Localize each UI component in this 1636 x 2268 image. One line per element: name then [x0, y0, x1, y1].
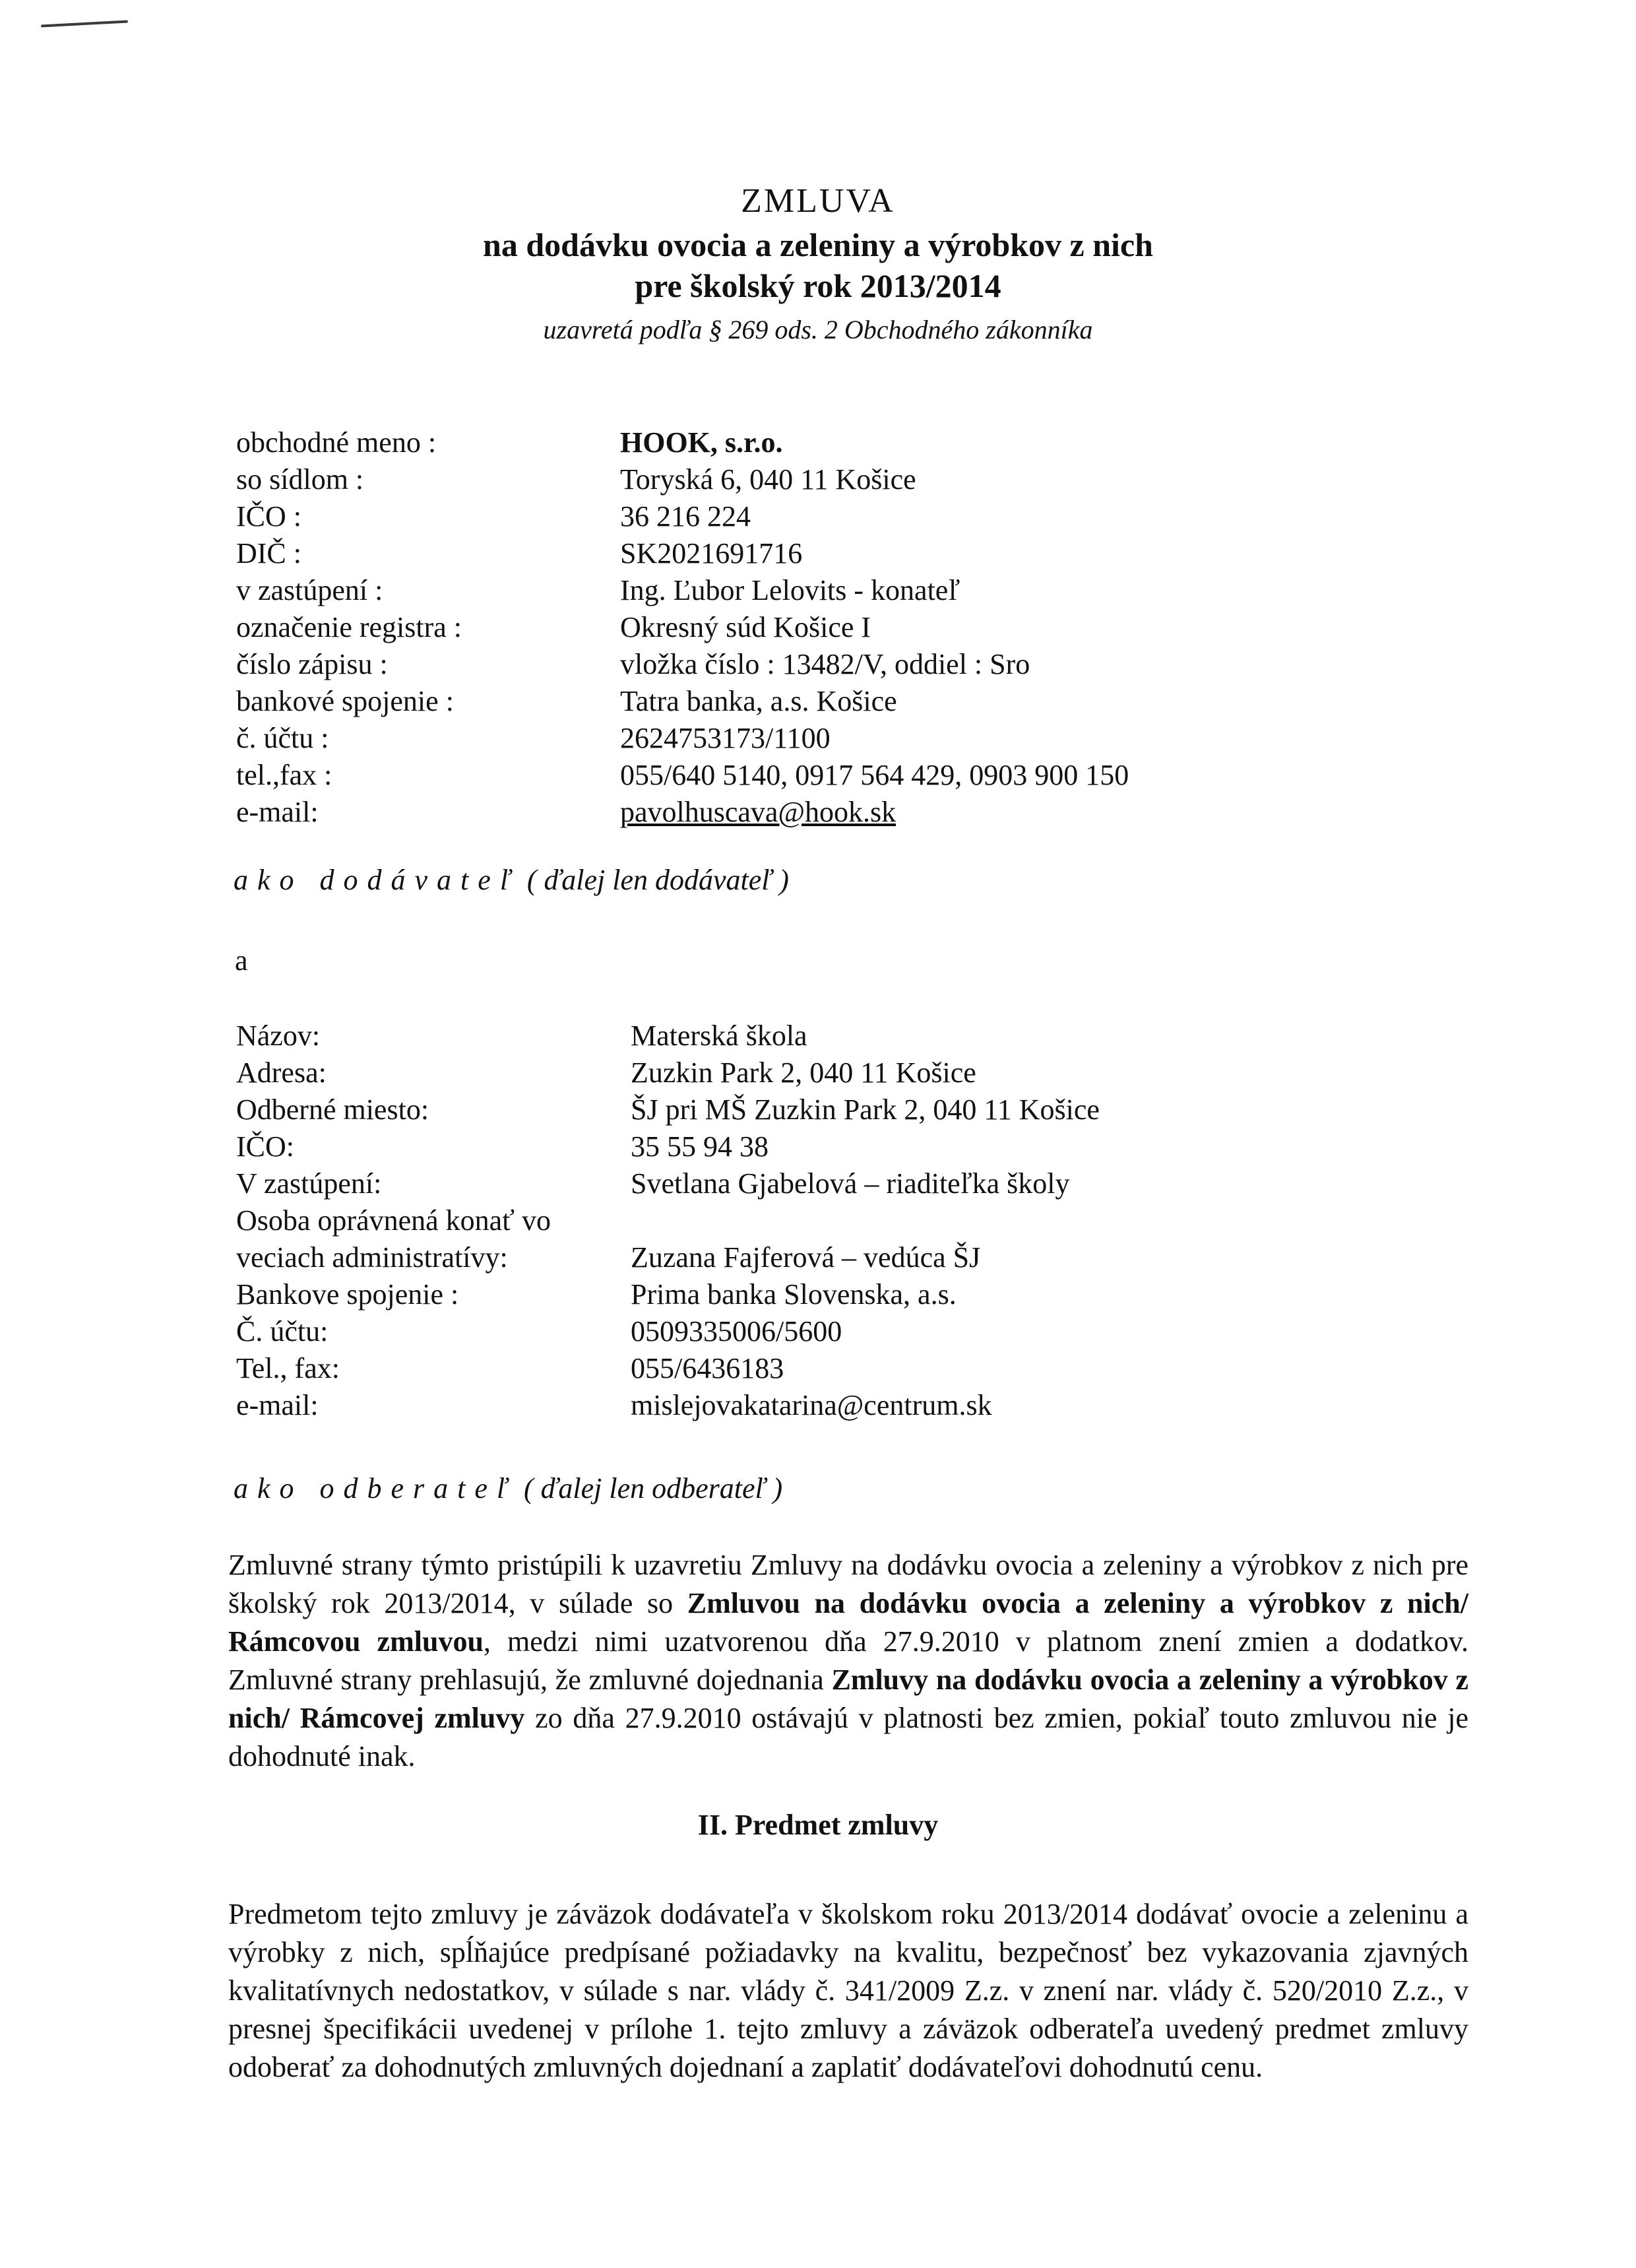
- supplier-role-note: ( ďalej len dodávateľ ): [519, 864, 789, 896]
- intro-paragraph: [228, 1546, 1468, 1776]
- document-subtitle-line1: na dodávku ovocia a zeleniny a výrobkov z nich: [483, 226, 1153, 263]
- supplier-email-link[interactable]: pavolhuscava@hook.sk: [620, 796, 897, 828]
- scan-artifact-mark: [41, 20, 128, 28]
- field-value: Svetlana Gjabelová – riaditeľka školy: [631, 1167, 1070, 1200]
- field-value: SK2021691716: [620, 537, 803, 569]
- legal-basis: uzavretá podľa § 269 ods. 2 Obchodného zákonníka: [543, 315, 1093, 344]
- field-value: Zuzana Fajferová – vedúca ŠJ: [631, 1241, 981, 1274]
- intro-text: , medzi nimi uzatvorenou dňa 27.9.2010 v platnom znení zmien a dodatkov. Zmluvné strany prehlasujú, že zmluvné dojednania: [228, 1625, 1468, 1696]
- document-header: [0, 178, 1636, 350]
- customer-role-note: ( ďalej len odberateľ ): [516, 1472, 783, 1505]
- field-label: veciach administratívy:: [236, 1241, 508, 1274]
- field-label: Č. účtu:: [236, 1315, 329, 1347]
- field-label: v zastúpení :: [236, 574, 383, 606]
- customer-row: [236, 1165, 1100, 1202]
- field-value: Toryská 6, 040 11 Košice: [620, 463, 916, 496]
- field-value: HOOK, s.r.o.: [620, 426, 783, 459]
- field-label: e-mail:: [236, 1389, 319, 1421]
- field-value: 055/640 5140, 0917 564 429, 0903 900 150: [620, 759, 1129, 791]
- field-label: Názov:: [236, 1020, 321, 1052]
- customer-email: mislejovakatarina@centrum.sk: [631, 1389, 992, 1421]
- supplier-row: [236, 757, 1129, 794]
- field-value: ŠJ pri MŠ Zuzkin Park 2, 040 11 Košice: [631, 1093, 1100, 1126]
- intro-text: Zmluvné strany týmto pristúpili k uzavretiu Zmluvy na dodávku ovocia a zeleniny a výrobkov z nich pre školský rok 2013/2014, v súlade so: [228, 1549, 1468, 1619]
- customer-row: [236, 1128, 1100, 1165]
- field-label: Tel., fax:: [236, 1352, 340, 1384]
- field-label: označenie registra :: [236, 611, 462, 643]
- customer-row: [236, 1091, 1100, 1128]
- supplier-role: ako dodávateľ: [234, 864, 520, 896]
- supplier-role-line: [234, 863, 789, 897]
- supplier-row: [236, 461, 1129, 498]
- customer-row: [236, 1276, 1100, 1313]
- supplier-row: [236, 572, 1129, 609]
- field-label: obchodné meno :: [236, 426, 437, 459]
- field-value: 36 216 224: [620, 500, 751, 533]
- document-subtitle-line2: pre školský rok 2013/2014: [635, 267, 1001, 304]
- field-label: IČO:: [236, 1130, 294, 1163]
- supplier-row: [236, 498, 1129, 535]
- supplier-row: [236, 646, 1129, 683]
- customer-row: [236, 1202, 1100, 1239]
- field-value: Ing. Ľubor Lelovits - konateľ: [620, 574, 960, 606]
- supplier-row: [236, 609, 1129, 646]
- field-label: Adresa:: [236, 1056, 327, 1089]
- field-value: 0509335006/5600: [631, 1315, 842, 1347]
- field-label: č. účtu :: [236, 722, 329, 754]
- field-label: Osoba oprávnená konať vo: [236, 1204, 551, 1237]
- customer-details: [236, 1018, 1100, 1424]
- field-value: Prima banka Slovenska, a.s.: [631, 1278, 957, 1311]
- document-title: ZMLUVA: [741, 182, 895, 220]
- field-label: Odberné miesto:: [236, 1093, 429, 1126]
- field-label: V zastúpení:: [236, 1167, 382, 1200]
- supplier-details: [236, 424, 1129, 831]
- field-label: tel.,fax :: [236, 759, 332, 791]
- supplier-row: [236, 683, 1129, 720]
- intro-text: zo dňa 27.9.2010 ostávajú v platnosti bez zmien, pokiaľ touto zmluvou nie je dohodnuté inak.: [228, 1702, 1469, 1772]
- section-paragraph: Predmetom tejto zmluvy je záväzok dodávateľa v školskom roku 2013/2014 dodávať ovocie a zeleninu a výrobky z nich, spĺňajúce predpísané požiadavky na kvalitu, bezpečnosť bez vykazovania zjavných kvalitatívnych nedostatkov, v súlade s nar. vlády č. 341/2009 Z.z. v znení nar. vlády č. 520/2010 Z.z., v presnej špecifikácii uvedenej v prílohe 1. tejto zmluvy a záväzok odberateľa uvedený predmet zmluvy odoberať za dohodnutých zmluvných dojednaní a zaplatiť dodávateľovi dohodnutú cenu.: [228, 1898, 1468, 2083]
- field-label: bankové spojenie :: [236, 685, 454, 717]
- field-label: číslo zápisu :: [236, 648, 388, 680]
- supplier-row: [236, 535, 1129, 572]
- field-value: Zuzkin Park 2, 040 11 Košice: [631, 1056, 976, 1089]
- intro-bold-reference: Zmluvy na dodávku ovocia a zeleniny a výrobkov z nich/ Rámcovej zmluvy: [228, 1664, 1468, 1734]
- customer-row: [236, 1018, 1100, 1054]
- supplier-row: [236, 424, 1129, 461]
- field-label: so sídlom :: [236, 463, 364, 496]
- supplier-row: [236, 720, 1129, 757]
- field-value: Materská škola: [631, 1020, 807, 1052]
- field-value: 35 55 94 38: [631, 1130, 769, 1163]
- customer-row: [236, 1350, 1100, 1387]
- customer-row: [236, 1387, 1100, 1424]
- field-value: vložka číslo : 13482/V, oddiel : Sro: [620, 648, 1030, 680]
- field-label: e-mail:: [236, 796, 319, 828]
- conjunction: a: [235, 944, 248, 977]
- field-label: Bankove spojenie :: [236, 1278, 459, 1311]
- field-value: 2624753173/1100: [620, 722, 831, 754]
- section-title: II. Predmet zmluvy: [697, 1809, 939, 1841]
- field-label: DIČ :: [236, 537, 301, 569]
- field-value: Tatra banka, a.s. Košice: [620, 685, 897, 717]
- supplier-row: [236, 794, 1129, 831]
- field-value: Okresný súd Košice I: [620, 611, 871, 643]
- customer-role-line: [234, 1472, 782, 1505]
- customer-row: [236, 1313, 1100, 1350]
- customer-row: [236, 1239, 1100, 1276]
- field-label: IČO :: [236, 500, 301, 533]
- intro-bold-reference: Zmluvou na dodávku ovocia a zeleniny a výrobkov z nich/ Rámcovou zmluvou: [228, 1587, 1468, 1658]
- customer-role: ako odberateľ: [234, 1472, 517, 1505]
- customer-row: [236, 1054, 1100, 1091]
- field-value: 055/6436183: [631, 1352, 784, 1384]
